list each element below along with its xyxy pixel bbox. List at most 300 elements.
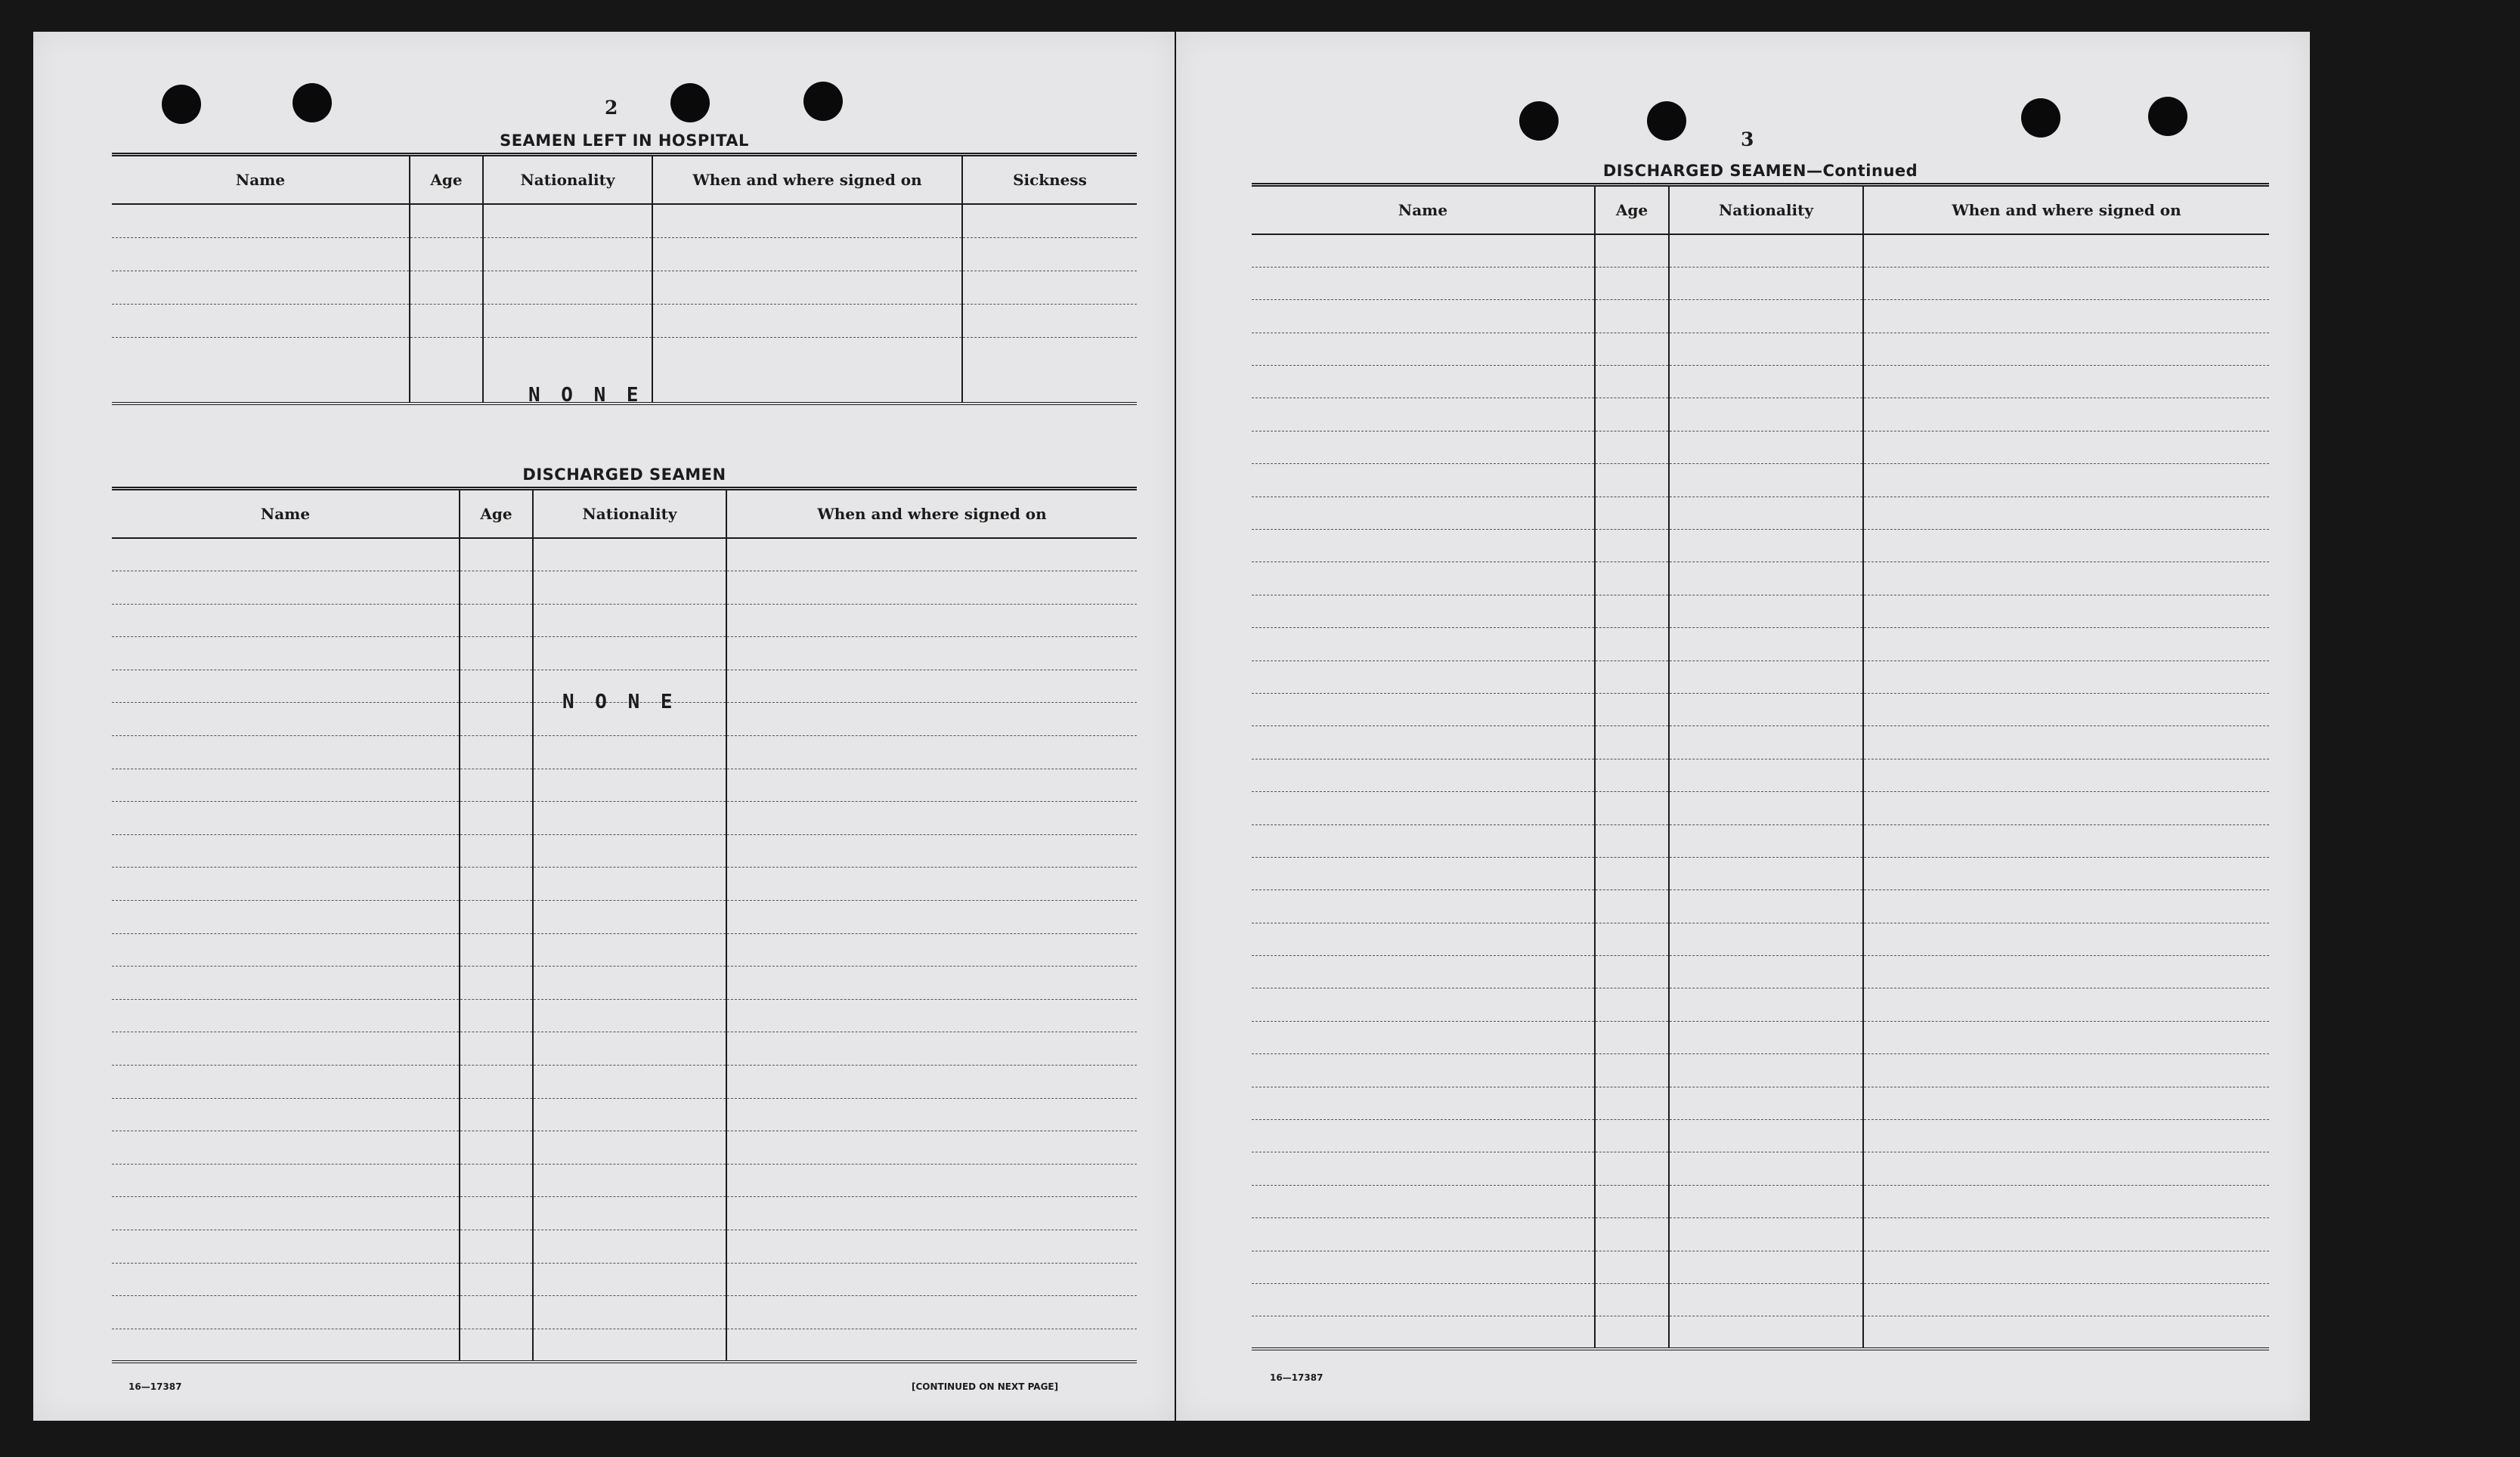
table-cell <box>112 1131 460 1165</box>
table-cell <box>1863 628 2269 660</box>
column-header-signed-on: When and where signed on <box>726 489 1137 539</box>
table-row <box>1252 496 2269 529</box>
page-number: 2 <box>605 97 619 119</box>
table-cell <box>112 637 460 670</box>
table-cell <box>112 1263 460 1296</box>
table-cell <box>1252 333 1595 365</box>
column-header-name: Name <box>1252 185 1595 235</box>
table-cell <box>726 637 1137 670</box>
table-cell <box>1595 890 1669 923</box>
table-cell <box>460 736 533 769</box>
table-row <box>112 237 1137 271</box>
table-row <box>1252 595 2269 627</box>
table-cell <box>533 1098 726 1131</box>
table-row <box>1252 890 2269 923</box>
table-cell <box>460 1197 533 1230</box>
table-cell <box>112 802 460 835</box>
table-cell <box>1669 1120 1863 1152</box>
table-cell <box>1595 1152 1669 1185</box>
column-header-signed-on: When and where signed on <box>1863 185 2269 235</box>
table-cell <box>460 834 533 868</box>
table-cell <box>1595 1120 1669 1152</box>
table-cell <box>1252 398 1595 431</box>
table-cell <box>460 1296 533 1329</box>
table-cell <box>1252 1152 1595 1185</box>
table-row <box>112 1032 1137 1066</box>
table-cell <box>1863 824 2269 857</box>
table-cell <box>112 868 460 901</box>
table-cell <box>1863 857 2269 889</box>
table-cell <box>1669 759 1863 791</box>
table-cell <box>1252 1120 1595 1152</box>
table-cell <box>1595 431 1669 463</box>
table-cell <box>1595 267 1669 299</box>
table-cell <box>1595 1284 1669 1316</box>
table-row <box>112 204 1137 237</box>
table-cell <box>1669 300 1863 333</box>
table-row <box>112 271 1137 304</box>
table-cell <box>1863 267 2269 299</box>
table-cell <box>533 1131 726 1165</box>
table-row <box>112 1263 1137 1296</box>
table-cell <box>1669 693 1863 725</box>
table-cell <box>1252 595 1595 627</box>
table-cell <box>1252 956 1595 988</box>
punch-hole <box>2148 97 2187 136</box>
table-row <box>1252 464 2269 496</box>
column-header-nationality: Nationality <box>533 489 726 539</box>
table-cell <box>1669 530 1863 562</box>
table-row <box>1252 1054 2269 1087</box>
table-cell <box>1252 890 1595 923</box>
right-page <box>1176 32 2310 1421</box>
table-cell <box>1669 628 1863 660</box>
table-cell <box>112 670 460 703</box>
table-cell <box>112 901 460 934</box>
table-cell <box>726 604 1137 637</box>
table-row <box>112 571 1137 605</box>
table-cell <box>1595 530 1669 562</box>
table-cell <box>1595 857 1669 889</box>
table-cell <box>726 1098 1137 1131</box>
table-cell <box>1669 890 1863 923</box>
table-row <box>112 1131 1137 1165</box>
table-cell <box>1595 792 1669 824</box>
table-cell <box>533 999 726 1032</box>
table-cell <box>460 933 533 967</box>
table-cell <box>1252 1251 1595 1283</box>
table-row <box>1252 693 2269 725</box>
punch-hole <box>1519 101 1559 141</box>
table-cell <box>533 901 726 934</box>
table-row <box>112 1066 1137 1099</box>
form-number: 16—17387 <box>1270 1372 1323 1383</box>
table-cell <box>1595 759 1669 791</box>
table-cell <box>726 703 1137 736</box>
punch-hole <box>162 85 201 124</box>
table-row <box>112 736 1137 769</box>
table-cell <box>1595 1021 1669 1053</box>
table-cell <box>1595 1218 1669 1251</box>
table-cell <box>1863 1284 2269 1316</box>
discharged-none-entry: N O N E <box>562 691 677 713</box>
table-cell <box>533 1197 726 1230</box>
table-cell <box>1863 956 2269 988</box>
table-cell <box>726 967 1137 1000</box>
table-row <box>1252 1316 2269 1349</box>
table-cell <box>1669 1054 1863 1087</box>
table-cell <box>533 736 726 769</box>
table-cell <box>726 736 1137 769</box>
table-cell <box>460 670 533 703</box>
table-cell <box>1252 1316 1595 1349</box>
table-cell <box>460 967 533 1000</box>
table-cell <box>1863 1251 2269 1283</box>
table-row <box>1252 530 2269 562</box>
table-row <box>1252 234 2269 267</box>
table-row <box>112 1197 1137 1230</box>
punch-hole <box>2021 98 2060 138</box>
table-row <box>1252 857 2269 889</box>
table-cell <box>112 1230 460 1263</box>
table-cell <box>533 1164 726 1197</box>
table-cell <box>460 901 533 934</box>
table-cell <box>533 1066 726 1099</box>
table-cell <box>1669 792 1863 824</box>
table-row <box>1252 431 2269 463</box>
discharged-section-title: DISCHARGED SEAMEN <box>522 466 726 484</box>
table-cell <box>1669 267 1863 299</box>
table-cell <box>112 933 460 967</box>
table-cell <box>1252 693 1595 725</box>
table-cell <box>1252 464 1595 496</box>
table-cell <box>1669 824 1863 857</box>
table-cell <box>1595 464 1669 496</box>
table-cell <box>1595 726 1669 759</box>
table-cell <box>460 604 533 637</box>
discharged-continued-title <box>1252 162 2269 180</box>
table-cell <box>1595 595 1669 627</box>
table-row <box>112 834 1137 868</box>
discharged-continued-title-main: DISCHARGED SEAMEN <box>1602 162 1806 180</box>
table-cell <box>726 868 1137 901</box>
continued-note: [CONTINUED ON NEXT PAGE] <box>912 1381 1059 1392</box>
table-row <box>1252 824 2269 857</box>
table-cell <box>726 1032 1137 1066</box>
table-cell <box>112 999 460 1032</box>
table-cell <box>1863 988 2269 1021</box>
table-cell <box>1863 1120 2269 1152</box>
table-row <box>1252 726 2269 759</box>
left-page <box>33 32 1175 1421</box>
table-cell <box>460 1131 533 1165</box>
table-cell <box>533 1032 726 1066</box>
table-cell <box>1252 1021 1595 1053</box>
table-cell <box>726 834 1137 868</box>
table-row <box>1252 1120 2269 1152</box>
table-row <box>1252 398 2269 431</box>
table-cell <box>1252 1054 1595 1087</box>
table-cell <box>112 1197 460 1230</box>
table-cell <box>533 834 726 868</box>
table-cell <box>533 1263 726 1296</box>
table-cell <box>533 769 726 802</box>
table-cell <box>1595 988 1669 1021</box>
table-cell <box>1595 1087 1669 1119</box>
table-row <box>1252 267 2269 299</box>
table-cell <box>533 604 726 637</box>
table-cell <box>460 637 533 670</box>
table-row <box>1252 1251 2269 1283</box>
table-row <box>112 868 1137 901</box>
table-cell <box>726 1296 1137 1329</box>
table-cell <box>1863 333 2269 365</box>
table-cell <box>1595 923 1669 955</box>
table-cell <box>460 1164 533 1197</box>
table-cell <box>1863 496 2269 529</box>
table-cell <box>1863 1021 2269 1053</box>
table-row <box>112 538 1137 571</box>
table-row <box>112 901 1137 934</box>
column-header-nationality: Nationality <box>1669 185 1863 235</box>
table-cell <box>533 1230 726 1263</box>
table-cell <box>533 637 726 670</box>
column-header-age: Age <box>460 489 533 539</box>
table-cell <box>1669 1218 1863 1251</box>
discharged-continued-table <box>1252 183 2269 1350</box>
table-row <box>1252 660 2269 693</box>
table-row <box>1252 333 2269 365</box>
table-row <box>112 769 1137 802</box>
table-row <box>112 304 1137 337</box>
table-cell <box>1863 1316 2269 1349</box>
table-cell <box>1863 890 2269 923</box>
table-row <box>1252 1021 2269 1053</box>
table-cell <box>1669 595 1863 627</box>
column-header-signed-on: When and where signed on <box>652 155 962 205</box>
table-cell <box>460 538 533 571</box>
table-row <box>1252 1284 2269 1316</box>
table-cell <box>1595 1054 1669 1087</box>
table-row <box>112 604 1137 637</box>
table-cell <box>1595 1185 1669 1217</box>
table-cell <box>1669 366 1863 398</box>
table-cell <box>460 868 533 901</box>
table-cell <box>533 967 726 1000</box>
table-cell <box>1863 398 2269 431</box>
table-cell <box>1863 1054 2269 1087</box>
column-header-age: Age <box>410 155 483 205</box>
table-cell <box>1863 792 2269 824</box>
table-row <box>112 637 1137 670</box>
table-cell <box>1252 628 1595 660</box>
table-cell <box>1863 1185 2269 1217</box>
table-cell <box>460 1032 533 1066</box>
table-row <box>112 1230 1137 1263</box>
table-row <box>1252 792 2269 824</box>
table-cell <box>1595 660 1669 693</box>
table-cell <box>1669 1152 1863 1185</box>
table-cell <box>1863 1218 2269 1251</box>
table-cell <box>112 1296 460 1329</box>
table-cell <box>726 901 1137 934</box>
table-cell <box>1252 1284 1595 1316</box>
table-cell <box>460 1329 533 1362</box>
table-cell <box>460 571 533 605</box>
table-cell <box>1595 1251 1669 1283</box>
column-header-age: Age <box>1595 185 1669 235</box>
table-cell <box>1252 988 1595 1021</box>
table-cell <box>1252 530 1595 562</box>
column-header-nationality: Nationality <box>483 155 652 205</box>
table-row <box>112 1329 1137 1362</box>
table-cell <box>1863 431 2269 463</box>
table-cell <box>1252 660 1595 693</box>
table-cell <box>533 538 726 571</box>
table-cell <box>112 769 460 802</box>
table-cell <box>112 1032 460 1066</box>
table-row <box>112 802 1137 835</box>
table-cell <box>1669 726 1863 759</box>
table-cell <box>1252 431 1595 463</box>
table-cell <box>1252 234 1595 267</box>
table-cell <box>1252 1185 1595 1217</box>
table-cell <box>1595 300 1669 333</box>
table-cell <box>533 802 726 835</box>
table-cell <box>460 1066 533 1099</box>
table-cell <box>1863 300 2269 333</box>
table-row <box>1252 988 2269 1021</box>
table-cell <box>1669 1251 1863 1283</box>
table-cell <box>1595 398 1669 431</box>
table-cell <box>1863 530 2269 562</box>
table-cell <box>1863 1087 2269 1119</box>
table-cell <box>1669 1185 1863 1217</box>
table-cell <box>533 1329 726 1362</box>
table-cell <box>460 999 533 1032</box>
table-row <box>112 999 1137 1032</box>
column-header-name: Name <box>112 155 410 205</box>
table-cell <box>112 604 460 637</box>
table-cell <box>1669 562 1863 595</box>
table-row <box>1252 1152 2269 1185</box>
table-cell <box>1669 660 1863 693</box>
table-row <box>112 1164 1137 1197</box>
table-cell <box>1863 595 2269 627</box>
table-cell <box>1595 956 1669 988</box>
table-cell <box>112 967 460 1000</box>
table-cell <box>112 703 460 736</box>
table-cell <box>460 1098 533 1131</box>
table-cell <box>726 1066 1137 1099</box>
table-cell <box>1252 923 1595 955</box>
table-row <box>1252 956 2269 988</box>
table-cell <box>1863 464 2269 496</box>
table-cell <box>1669 431 1863 463</box>
table-cell <box>1252 1218 1595 1251</box>
table-cell <box>1252 857 1595 889</box>
table-cell <box>726 571 1137 605</box>
table-cell <box>1595 562 1669 595</box>
hospital-none-entry: N O N E <box>528 384 643 407</box>
table-cell <box>1252 759 1595 791</box>
column-header-name: Name <box>112 489 460 539</box>
table-cell <box>112 571 460 605</box>
table-cell <box>1669 1021 1863 1053</box>
punch-hole <box>293 83 332 122</box>
table-cell <box>1863 234 2269 267</box>
table-row <box>1252 923 2269 955</box>
table-cell <box>533 933 726 967</box>
table-cell <box>460 1263 533 1296</box>
table-cell <box>1595 234 1669 267</box>
table-cell <box>112 736 460 769</box>
table-cell <box>1669 1087 1863 1119</box>
table-cell <box>726 769 1137 802</box>
table-cell <box>726 1164 1137 1197</box>
table-cell <box>1669 398 1863 431</box>
table-cell <box>1863 366 2269 398</box>
table-cell <box>533 868 726 901</box>
table-cell <box>1595 1316 1669 1349</box>
table-cell <box>460 703 533 736</box>
table-cell <box>726 1263 1137 1296</box>
table-cell <box>1669 464 1863 496</box>
table-cell <box>1252 267 1595 299</box>
form-number: 16—17387 <box>128 1381 182 1392</box>
table-cell <box>726 802 1137 835</box>
table-cell <box>112 1066 460 1099</box>
table-cell <box>1669 234 1863 267</box>
table-cell <box>1863 726 2269 759</box>
table-cell <box>726 1329 1137 1362</box>
table-cell <box>112 1329 460 1362</box>
table-cell <box>1595 366 1669 398</box>
discharged-table <box>112 487 1137 1363</box>
table-cell <box>1252 562 1595 595</box>
table-row <box>1252 628 2269 660</box>
table-cell <box>726 670 1137 703</box>
table-row <box>112 1296 1137 1329</box>
table-row <box>1252 300 2269 333</box>
table-cell <box>112 538 460 571</box>
table-cell <box>1863 923 2269 955</box>
table-cell <box>1669 923 1863 955</box>
table-cell <box>1863 562 2269 595</box>
table-cell <box>726 1197 1137 1230</box>
table-cell <box>1669 1316 1863 1349</box>
table-row <box>1252 1185 2269 1217</box>
table-row <box>1252 366 2269 398</box>
punch-hole <box>803 82 843 121</box>
table-cell <box>1595 693 1669 725</box>
table-row <box>1252 1218 2269 1251</box>
punch-hole <box>1647 101 1686 141</box>
table-cell <box>1595 628 1669 660</box>
table-cell <box>1252 366 1595 398</box>
table-row <box>1252 562 2269 595</box>
table-cell <box>1252 300 1595 333</box>
table-cell <box>726 538 1137 571</box>
table-cell <box>533 571 726 605</box>
table-cell <box>1669 956 1863 988</box>
table-cell <box>112 834 460 868</box>
table-cell <box>112 1164 460 1197</box>
discharged-continued-title-suffix: —Continued <box>1806 162 1918 180</box>
table-cell <box>460 769 533 802</box>
table-cell <box>460 802 533 835</box>
table-cell <box>726 1230 1137 1263</box>
